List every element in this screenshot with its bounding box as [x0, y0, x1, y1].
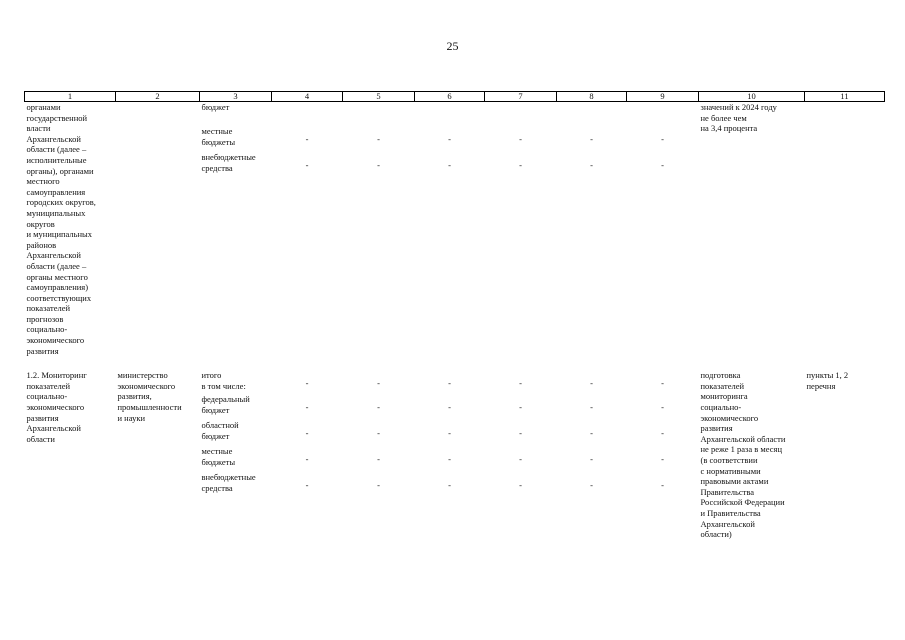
- funding-source: итого в том числе:: [201, 370, 246, 391]
- value: -: [448, 402, 451, 413]
- column-header: 11: [805, 92, 885, 102]
- value: -: [377, 402, 380, 413]
- value: -: [519, 454, 522, 465]
- value: -: [661, 428, 664, 439]
- funding-source: внебюджетные средства: [201, 472, 256, 493]
- value: -: [305, 454, 309, 465]
- value: -: [661, 454, 664, 465]
- value: -: [519, 378, 522, 389]
- value-cell: [627, 370, 699, 540]
- column-header: 9: [627, 92, 699, 102]
- value: -: [377, 428, 380, 439]
- value: -: [590, 160, 593, 170]
- value: -: [661, 160, 664, 170]
- value: -: [590, 454, 593, 465]
- funding-source-cell: [200, 370, 272, 540]
- value-cell: [272, 102, 343, 357]
- value-cell: [627, 102, 699, 357]
- value: -: [377, 378, 380, 389]
- column-header: 10: [699, 92, 805, 102]
- value: -: [377, 480, 380, 491]
- column-header: 6: [415, 92, 485, 102]
- value: -: [448, 454, 451, 465]
- value: [345, 102, 413, 126]
- value: -: [519, 402, 522, 413]
- value: -: [448, 160, 451, 170]
- funding-source: областной бюджет: [201, 420, 239, 441]
- column-header: 8: [557, 92, 627, 102]
- column-header: 2: [116, 92, 200, 102]
- result-cell: значений к 2024 году не более чем на 3,4 процента: [700, 102, 777, 134]
- value: -: [519, 134, 522, 144]
- value-cell: [557, 102, 627, 357]
- funding-source: внебюджетные средства: [201, 152, 256, 173]
- column-number-row: [25, 92, 885, 102]
- value: -: [661, 480, 664, 491]
- executor-cell: [116, 102, 200, 357]
- value: -: [305, 134, 309, 144]
- value: -: [661, 402, 664, 413]
- value: -: [519, 480, 522, 491]
- executor-cell: министерство экономического развития, промышленности и науки: [117, 370, 182, 423]
- activity-name-cell: 1.2. Мониторинг показателей социально- экономического развития Архангельской области: [26, 370, 87, 444]
- value: [559, 102, 625, 126]
- program-table: [24, 91, 885, 540]
- funding-source: бюджет: [201, 102, 230, 112]
- value: [487, 102, 555, 126]
- table-row: [25, 370, 885, 540]
- value: -: [519, 160, 522, 170]
- value: -: [377, 160, 380, 170]
- value: -: [305, 402, 309, 413]
- value-cell: [272, 370, 343, 540]
- value-cell: [343, 102, 415, 357]
- column-header: 7: [485, 92, 557, 102]
- value-cell: [415, 102, 485, 357]
- result-cell: подготовка показателей мониторинга социально- экономического развития Архангельской области не реже 1 раза в месяц (в соответствии с нормативными правовыми актами Правительства Российской Федерации и Правительства Архангельской области): [700, 370, 786, 540]
- value-cell: [485, 102, 557, 357]
- column-header: 4: [272, 92, 343, 102]
- value-cell: [415, 370, 485, 540]
- value: -: [448, 134, 451, 144]
- table-row: [25, 102, 885, 357]
- value: -: [590, 428, 593, 439]
- value: [417, 102, 483, 126]
- value: -: [661, 378, 664, 389]
- value: -: [590, 134, 593, 144]
- value: -: [448, 428, 451, 439]
- funding-source: местные бюджеты: [201, 446, 236, 467]
- value: [629, 102, 697, 126]
- value-cell: [485, 370, 557, 540]
- page-number: 25: [446, 39, 459, 53]
- value: -: [305, 428, 309, 439]
- value: -: [448, 480, 451, 491]
- reference-cell: [805, 102, 885, 357]
- reference-cell: пункты 1, 2 перечня: [806, 370, 849, 391]
- row-spacer: [25, 356, 885, 370]
- value: -: [305, 160, 309, 170]
- value: -: [377, 134, 380, 144]
- funding-source: местные бюджеты: [201, 126, 236, 147]
- value: [274, 102, 341, 126]
- value: -: [590, 480, 593, 491]
- column-header: 1: [25, 92, 116, 102]
- value: -: [305, 378, 309, 389]
- value-cell: [343, 370, 415, 540]
- value: -: [305, 480, 309, 491]
- activity-name-cell: органами государственной власти Архангельской области (далее – исполнительные органы), органами местного самоуправления городских округов, муниципальных округов и муниципальных районов Архангельской области (далее – органы местного самоуправления) соответствующих показателей прогнозов социально- экономического развития: [26, 102, 96, 356]
- value: -: [661, 134, 664, 144]
- value: -: [590, 378, 593, 389]
- value: -: [519, 428, 522, 439]
- value: -: [448, 378, 451, 389]
- value: -: [377, 454, 380, 465]
- funding-source-cell: [200, 102, 272, 357]
- column-header: 3: [200, 92, 272, 102]
- funding-source: федеральный бюджет: [201, 394, 250, 415]
- value: -: [590, 402, 593, 413]
- value-cell: [557, 370, 627, 540]
- column-header: 5: [343, 92, 415, 102]
